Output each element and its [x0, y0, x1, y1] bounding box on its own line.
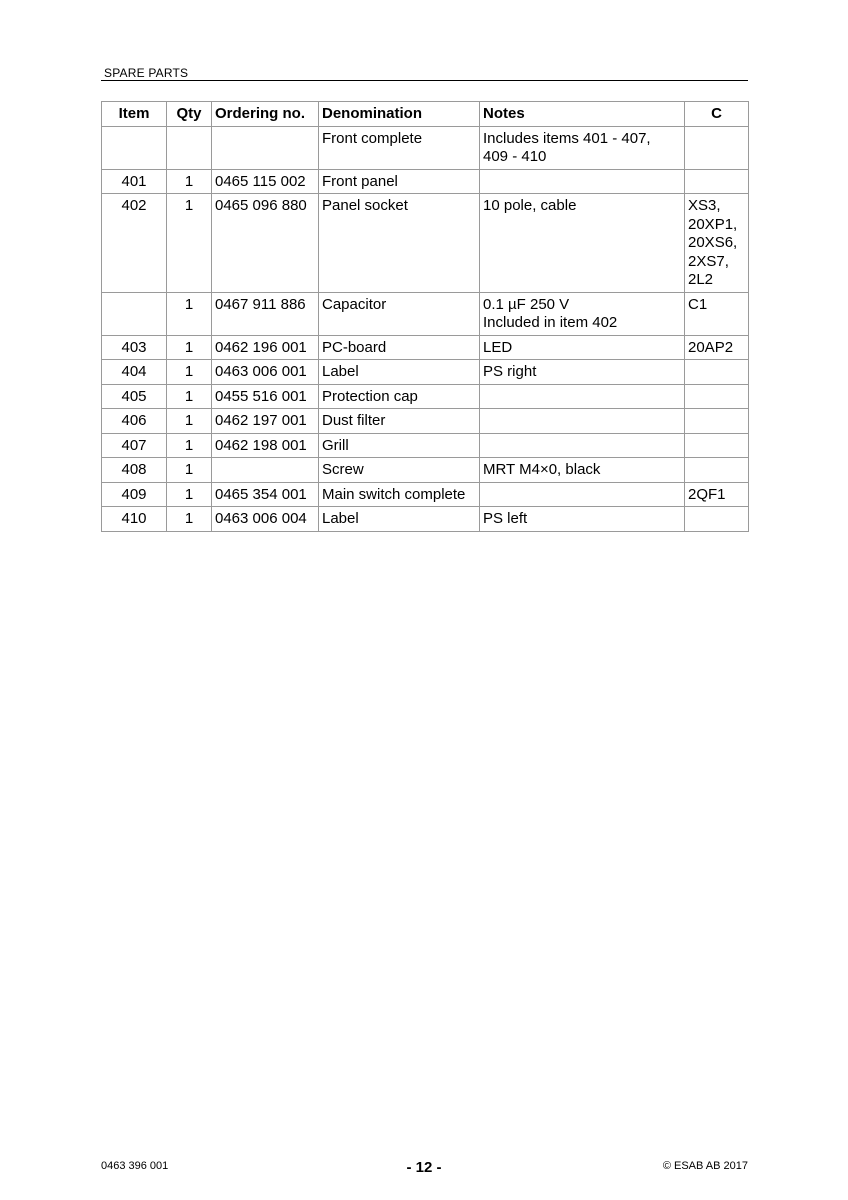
- cell-ordering-no: 0455 516 001: [212, 384, 319, 409]
- cell-notes: [480, 169, 685, 194]
- column-header-c: C: [685, 102, 749, 127]
- cell-c: [685, 126, 749, 169]
- table-header-row: [102, 102, 749, 127]
- cell-denomination: Label: [319, 360, 480, 385]
- cell-qty: 1: [167, 169, 212, 194]
- cell-ordering-no: [212, 458, 319, 483]
- cell-ordering-no: [212, 126, 319, 169]
- cell-qty: 1: [167, 482, 212, 507]
- cell-ordering-no: 0465 115 002: [212, 169, 319, 194]
- cell-c: 20AP2: [685, 335, 749, 360]
- table-row: [102, 458, 749, 483]
- cell-notes: [480, 384, 685, 409]
- cell-c: 2QF1: [685, 482, 749, 507]
- cell-notes: [480, 482, 685, 507]
- table-row: [102, 433, 749, 458]
- cell-ordering-no: 0463 006 001: [212, 360, 319, 385]
- cell-item: 408: [102, 458, 167, 483]
- cell-denomination: Front complete: [319, 126, 480, 169]
- cell-denomination: Screw: [319, 458, 480, 483]
- cell-qty: 1: [167, 292, 212, 335]
- table-row: [102, 360, 749, 385]
- cell-item: 404: [102, 360, 167, 385]
- cell-ordering-no: 0467 911 886: [212, 292, 319, 335]
- cell-ordering-no: 0462 197 001: [212, 409, 319, 434]
- cell-notes: LED: [480, 335, 685, 360]
- cell-qty: 1: [167, 409, 212, 434]
- spare-parts-table: [101, 101, 749, 532]
- cell-c: [685, 433, 749, 458]
- cell-item: 405: [102, 384, 167, 409]
- cell-c: XS3, 20XP1, 20XS6, 2XS7, 2L2: [685, 194, 749, 293]
- cell-item: 410: [102, 507, 167, 532]
- cell-item: 402: [102, 194, 167, 293]
- table-row: [102, 194, 749, 293]
- table-row: [102, 507, 749, 532]
- cell-ordering-no: 0465 096 880: [212, 194, 319, 293]
- cell-item: 407: [102, 433, 167, 458]
- cell-qty: [167, 126, 212, 169]
- cell-qty: 1: [167, 194, 212, 293]
- cell-item: 409: [102, 482, 167, 507]
- cell-c: [685, 507, 749, 532]
- footer-copyright: © ESAB AB 2017: [662, 1160, 748, 1172]
- cell-denomination: Label: [319, 507, 480, 532]
- column-header-denomination: Denomination: [319, 102, 480, 127]
- cell-ordering-no: 0462 198 001: [212, 433, 319, 458]
- cell-notes: 10 pole, cable: [480, 194, 685, 293]
- page-header-title: SPARE PARTS: [104, 66, 189, 80]
- cell-c: [685, 169, 749, 194]
- footer-doc-number: 0463 396 001: [101, 1160, 169, 1172]
- table-row: [102, 384, 749, 409]
- column-header-ordering-no: Ordering no.: [212, 102, 319, 127]
- cell-qty: 1: [167, 335, 212, 360]
- cell-c: [685, 409, 749, 434]
- cell-item: 403: [102, 335, 167, 360]
- table-body: [102, 126, 749, 531]
- cell-notes: PS right: [480, 360, 685, 385]
- cell-notes: MRT M4×0, black: [480, 458, 685, 483]
- cell-denomination: Panel socket: [319, 194, 480, 293]
- cell-notes: PS left: [480, 507, 685, 532]
- column-header-qty: Qty: [167, 102, 212, 127]
- cell-notes: Includes items 401 - 407, 409 - 410: [480, 126, 685, 169]
- cell-item: 401: [102, 169, 167, 194]
- cell-denomination: PC-board: [319, 335, 480, 360]
- cell-notes: 0.1 µF 250 V Included in item 402: [480, 292, 685, 335]
- column-header-item: Item: [102, 102, 167, 127]
- cell-notes: [480, 409, 685, 434]
- table-row: [102, 409, 749, 434]
- cell-item: [102, 292, 167, 335]
- cell-qty: 1: [167, 507, 212, 532]
- table-row: [102, 482, 749, 507]
- cell-ordering-no: 0462 196 001: [212, 335, 319, 360]
- cell-denomination: Capacitor: [319, 292, 480, 335]
- footer-page-number: - 12 -: [406, 1159, 442, 1176]
- cell-c: [685, 458, 749, 483]
- cell-qty: 1: [167, 360, 212, 385]
- cell-ordering-no: 0463 006 004: [212, 507, 319, 532]
- cell-denomination: Front panel: [319, 169, 480, 194]
- cell-ordering-no: 0465 354 001: [212, 482, 319, 507]
- cell-c: [685, 360, 749, 385]
- table-row: [102, 292, 749, 335]
- cell-denomination: Dust filter: [319, 409, 480, 434]
- table-row: [102, 169, 749, 194]
- cell-denomination: Grill: [319, 433, 480, 458]
- cell-qty: 1: [167, 384, 212, 409]
- cell-c: C1: [685, 292, 749, 335]
- column-header-notes: Notes: [480, 102, 685, 127]
- cell-c: [685, 384, 749, 409]
- cell-qty: 1: [167, 458, 212, 483]
- cell-item: 406: [102, 409, 167, 434]
- cell-notes: [480, 433, 685, 458]
- header-divider: [101, 80, 748, 81]
- cell-qty: 1: [167, 433, 212, 458]
- cell-item: [102, 126, 167, 169]
- cell-denomination: Main switch complete: [319, 482, 480, 507]
- table-row: [102, 126, 749, 169]
- cell-denomination: Protection cap: [319, 384, 480, 409]
- table-row: [102, 335, 749, 360]
